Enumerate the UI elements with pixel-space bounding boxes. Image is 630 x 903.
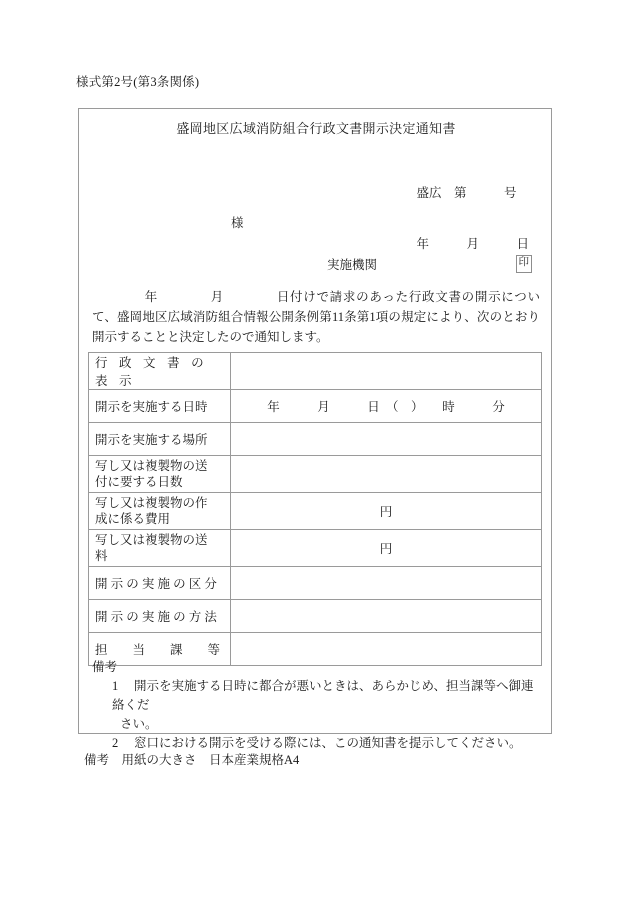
remarks-item-1-line2: さい。 xyxy=(120,717,158,731)
row-value-copy-production-cost[interactable]: 円 xyxy=(231,493,542,530)
row-label-copy-postage xyxy=(89,530,231,567)
label-line-1: 写し又は複製物の作 xyxy=(95,496,208,510)
table-row xyxy=(89,390,542,423)
body-date-fields: 年 月 日 xyxy=(144,290,291,304)
label-line-1: 写し又は複製物の送 xyxy=(95,533,208,547)
addressee-line: 様 xyxy=(231,216,244,230)
row-label-disclosure-method: 開 示 の 実 施 の 方 法 xyxy=(89,600,231,633)
document-title: 盛岡地区広域消防組合行政文書開示決定通知書 xyxy=(176,121,456,136)
remarks-item-2-line1: 窓口における開示を受ける際には、この通知書を提示してください。 xyxy=(134,736,522,750)
document-date-line: 年 月 日 xyxy=(416,237,529,251)
label-line-1: 写し又は複製物の送 xyxy=(95,459,208,473)
row-label-document-display: 行 政 文 書 の 表 示 xyxy=(89,353,231,390)
row-label-copy-delivery-days xyxy=(89,456,231,493)
row-label-disclosure-place: 開示を実施する場所 xyxy=(89,423,231,456)
row-label-responsible-section: 担 当 課 等 xyxy=(89,633,231,666)
row-value-document-display[interactable] xyxy=(231,353,542,390)
row-label-disclosure-datetime: 開示を実施する日時 xyxy=(89,390,231,423)
remarks-item-1 xyxy=(92,677,542,734)
table-row xyxy=(89,530,542,567)
document-number-line: 盛広 第 号 xyxy=(416,186,517,200)
row-value-disclosure-datetime[interactable]: 年 月 日 （ ） 時 分 xyxy=(231,390,542,423)
agency-label: 実施機関 xyxy=(327,258,378,272)
table-row xyxy=(89,353,542,390)
label-line-2: 料 xyxy=(95,549,108,563)
table-row xyxy=(89,493,542,530)
label-line-2: 成に係る費用 xyxy=(95,512,171,526)
table-row xyxy=(89,567,542,600)
row-value-disclosure-category[interactable] xyxy=(231,567,542,600)
row-value-copy-postage[interactable]: 円 xyxy=(231,530,542,567)
label-line-2: 付に要する日数 xyxy=(95,475,183,489)
table-row xyxy=(89,423,542,456)
remarks-item-1-number: 1 xyxy=(112,679,119,693)
row-value-disclosure-method[interactable] xyxy=(231,600,542,633)
agency-row xyxy=(327,255,532,273)
row-value-copy-delivery-days[interactable] xyxy=(231,456,542,493)
remarks-item-1-line1: 開示を実施する日時に都合が悪いときは、あらかじめ、担当課等へ御連絡くだ xyxy=(112,679,534,712)
disclosure-details-table xyxy=(88,352,542,666)
body-text: 付けで請求のあった行政文書の開示について、盛岡地区広域消防組合情報公開条例第11条第1項の規定により、次のとおり開示することと決定したので通知します。 xyxy=(92,290,540,344)
remarks-section xyxy=(92,658,542,753)
form-number-label: 様式第2号(第3条関係) xyxy=(76,75,200,89)
remarks-item-2-number: 2 xyxy=(112,736,119,750)
row-label-copy-production-cost xyxy=(89,493,231,530)
notice-frame xyxy=(78,108,552,750)
remarks-title: 備考 xyxy=(92,660,118,674)
table-row xyxy=(89,456,542,493)
seal-icon: 印 xyxy=(516,255,533,273)
body-paragraph xyxy=(92,287,540,347)
row-label-disclosure-category: 開 示 の 実 施 の 区 分 xyxy=(89,567,231,600)
table-row xyxy=(89,600,542,633)
paper-size-note: 備考 用紙の大きさ 日本産業規格A4 xyxy=(84,753,300,767)
row-value-disclosure-place[interactable] xyxy=(231,423,542,456)
